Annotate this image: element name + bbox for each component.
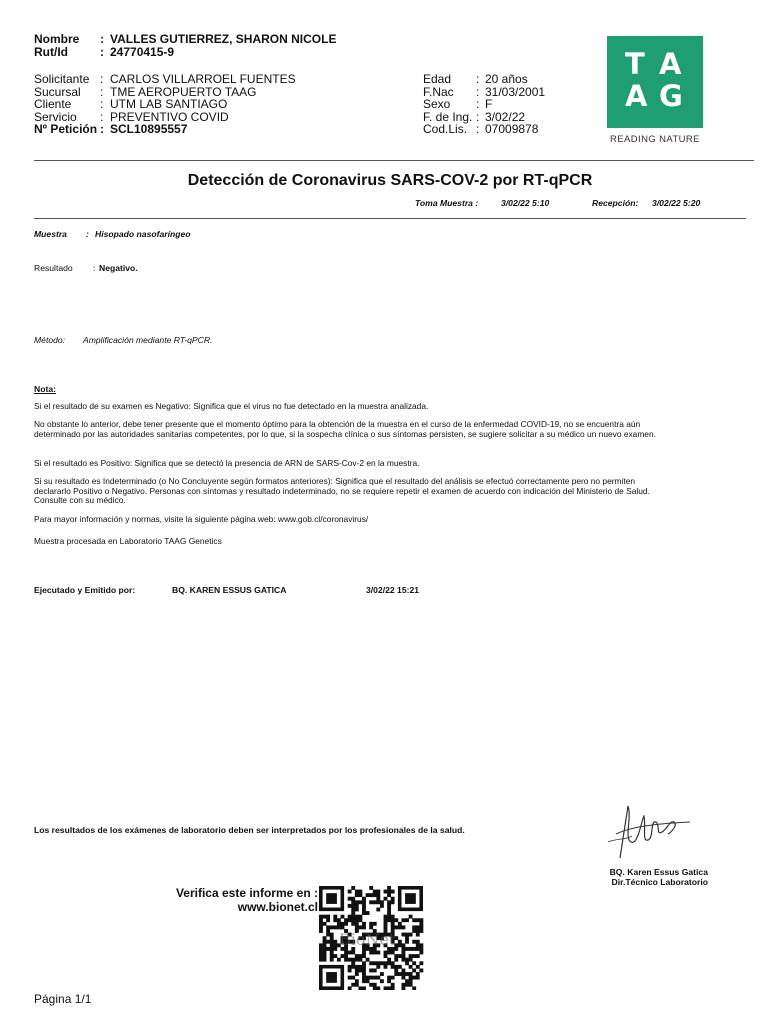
sucursal-value: TME AEROPUERTO TAAG [110, 84, 257, 99]
metodo-value: Amplificación mediante RT-qPCR. [83, 335, 213, 345]
nota-title: Nota: [34, 384, 56, 394]
title-divider [34, 218, 746, 219]
executed-datetime: 3/02/22 15:21 [366, 585, 420, 595]
logo-letter-t: T [625, 47, 645, 81]
nota-paragraph: Si su resultado es Indeterminado (o No Concluyente según formatos anteriores): Significa que el resultado del análisis se efectuó correctamente pero no permiten declararlo Positivo o Negativo. Personas con síntomas y resultado indeterminado, no se requiere repetir el examen de acuerdo con indicación del Ministerio de Salud. Consulte con su médico. [34, 476, 650, 506]
toma-muestra-value: 3/02/22 5:10 [501, 198, 550, 208]
codlis-label: Cod.Lis. [423, 122, 468, 136]
toma-muestra-label: Toma Muestra : [415, 198, 479, 208]
nota-paragraph: Muestra procesada en Laboratorio TAAG Genetics [34, 536, 222, 546]
servicio-label: Servicio [34, 109, 77, 124]
peticion-label: Nº Petición [34, 122, 98, 136]
fing-label: F. de Ing. [423, 109, 473, 124]
verify-link[interactable]: www.bionet.cl [237, 900, 318, 914]
edad-value: 20 años [485, 72, 528, 86]
qr-watermark: BioNet [339, 930, 396, 949]
resultado-label: Resultado [34, 263, 73, 273]
sexo-label: Sexo [423, 97, 451, 111]
peticion-value: SCL10895557 [110, 122, 188, 136]
nombre-value: VALLES GUTIERREZ, SHARON NICOLE [110, 32, 337, 46]
edad-label: Edad [423, 72, 452, 86]
logo-letter-a1: A [659, 47, 682, 81]
sexo-value: F [485, 97, 493, 111]
logo-tagline: READING NATURE [610, 134, 700, 145]
cliente-label: Cliente [34, 97, 72, 111]
codlis-value: 07009878 [485, 122, 539, 136]
rut-value: 24770415-9 [110, 44, 175, 59]
header-divider [34, 160, 754, 161]
signatory-role: Dir.Técnico Laboratorio [611, 877, 708, 887]
servicio-value: PREVENTIVO COVID [110, 109, 229, 124]
muestra-value: Hisopado nasofaríngeo [95, 229, 191, 239]
solicitante-value: CARLOS VILLARROEL FUENTES [110, 72, 296, 86]
fnac-label: F.Nac [423, 84, 454, 99]
fnac-value: 31/03/2001 [485, 84, 546, 99]
cliente-value: UTM LAB SANTIAGO [110, 97, 228, 111]
signatory-name: BQ. Karen Essus Gatica [609, 867, 708, 877]
executed-name: BQ. KAREN ESSUS GATICA [172, 585, 287, 595]
qr-code[interactable] [319, 886, 425, 990]
rut-label: Rut/Id [34, 44, 68, 59]
resultado-value: Negativo. [99, 263, 138, 273]
executed-label: Ejecutado y Emitido por: [34, 585, 136, 595]
nota-paragraph: Si el resultado es Positivo: Significa que se detectó la presencia de ARN de SARS-Cov-2 en la muestra. [34, 458, 420, 468]
nota-paragraph: No obstante lo anterior, debe tener presente que el momento óptimo para la obtención de la muestra en el curso de la enfermedad COVID-19, no se encuentra aún determinado por las autoridades sanitarias competentes, por lo que, si la sospecha clínica o sus síntomas persisten, se sugiere solicitar a su médico un nuevo examen. [34, 419, 656, 439]
logo-letter-g: G [659, 79, 683, 113]
nota-paragraph: Si el resultado de su examen es Negativo: Significa que el virus no fue detectado en la muestra analizada. [34, 401, 429, 411]
taag-logo [607, 36, 703, 128]
nombre-label: Nombre [34, 32, 80, 46]
request-details: Solicitante : CARLOS VILLARROEL FUENTES Sucursal : TME AEROPUERTO TAAG Cliente : UTM LAB SANTIAGO Servicio : PREVENTIVO COVID Nº Petición : SCL10895557 [34, 72, 296, 136]
patient-details: Edad : 20 años F.Nac : 31/03/2001 Sexo : F F. de Ing. : 3/02/22 Cod.Lis. : 07009878 [423, 72, 546, 136]
disclaimer: Los resultados de los exámenes de laboratorio deben ser interpretados por los profesionales de la salud. [34, 825, 465, 835]
fing-value: 3/02/22 [485, 109, 526, 124]
nota-paragraph: Para mayor información y normas, visite la siguiente página web: www.gob.cl/coronavirus/ [34, 514, 369, 524]
logo-letter-a2: A [625, 79, 648, 113]
verify-line1: Verifica este informe en : [175, 886, 318, 900]
sucursal-label: Sucursal [34, 84, 81, 99]
recepcion-value: 3/02/22 5:20 [652, 198, 701, 208]
metodo-label: Método: [34, 335, 66, 345]
report-title: Detección de Coronavirus SARS-COV-2 por RT-qPCR [187, 172, 593, 189]
recepcion-label: Recepción: [592, 198, 639, 208]
muestra-label: Muestra [34, 229, 67, 239]
patient-header: Nombre : VALLES GUTIERREZ, SHARON NICOLE Rut/Id : 24770415-9 [34, 32, 337, 59]
page-number: Página 1/1 [34, 992, 92, 1006]
solicitante-label: Solicitante [34, 72, 90, 86]
signature-image [598, 798, 698, 864]
